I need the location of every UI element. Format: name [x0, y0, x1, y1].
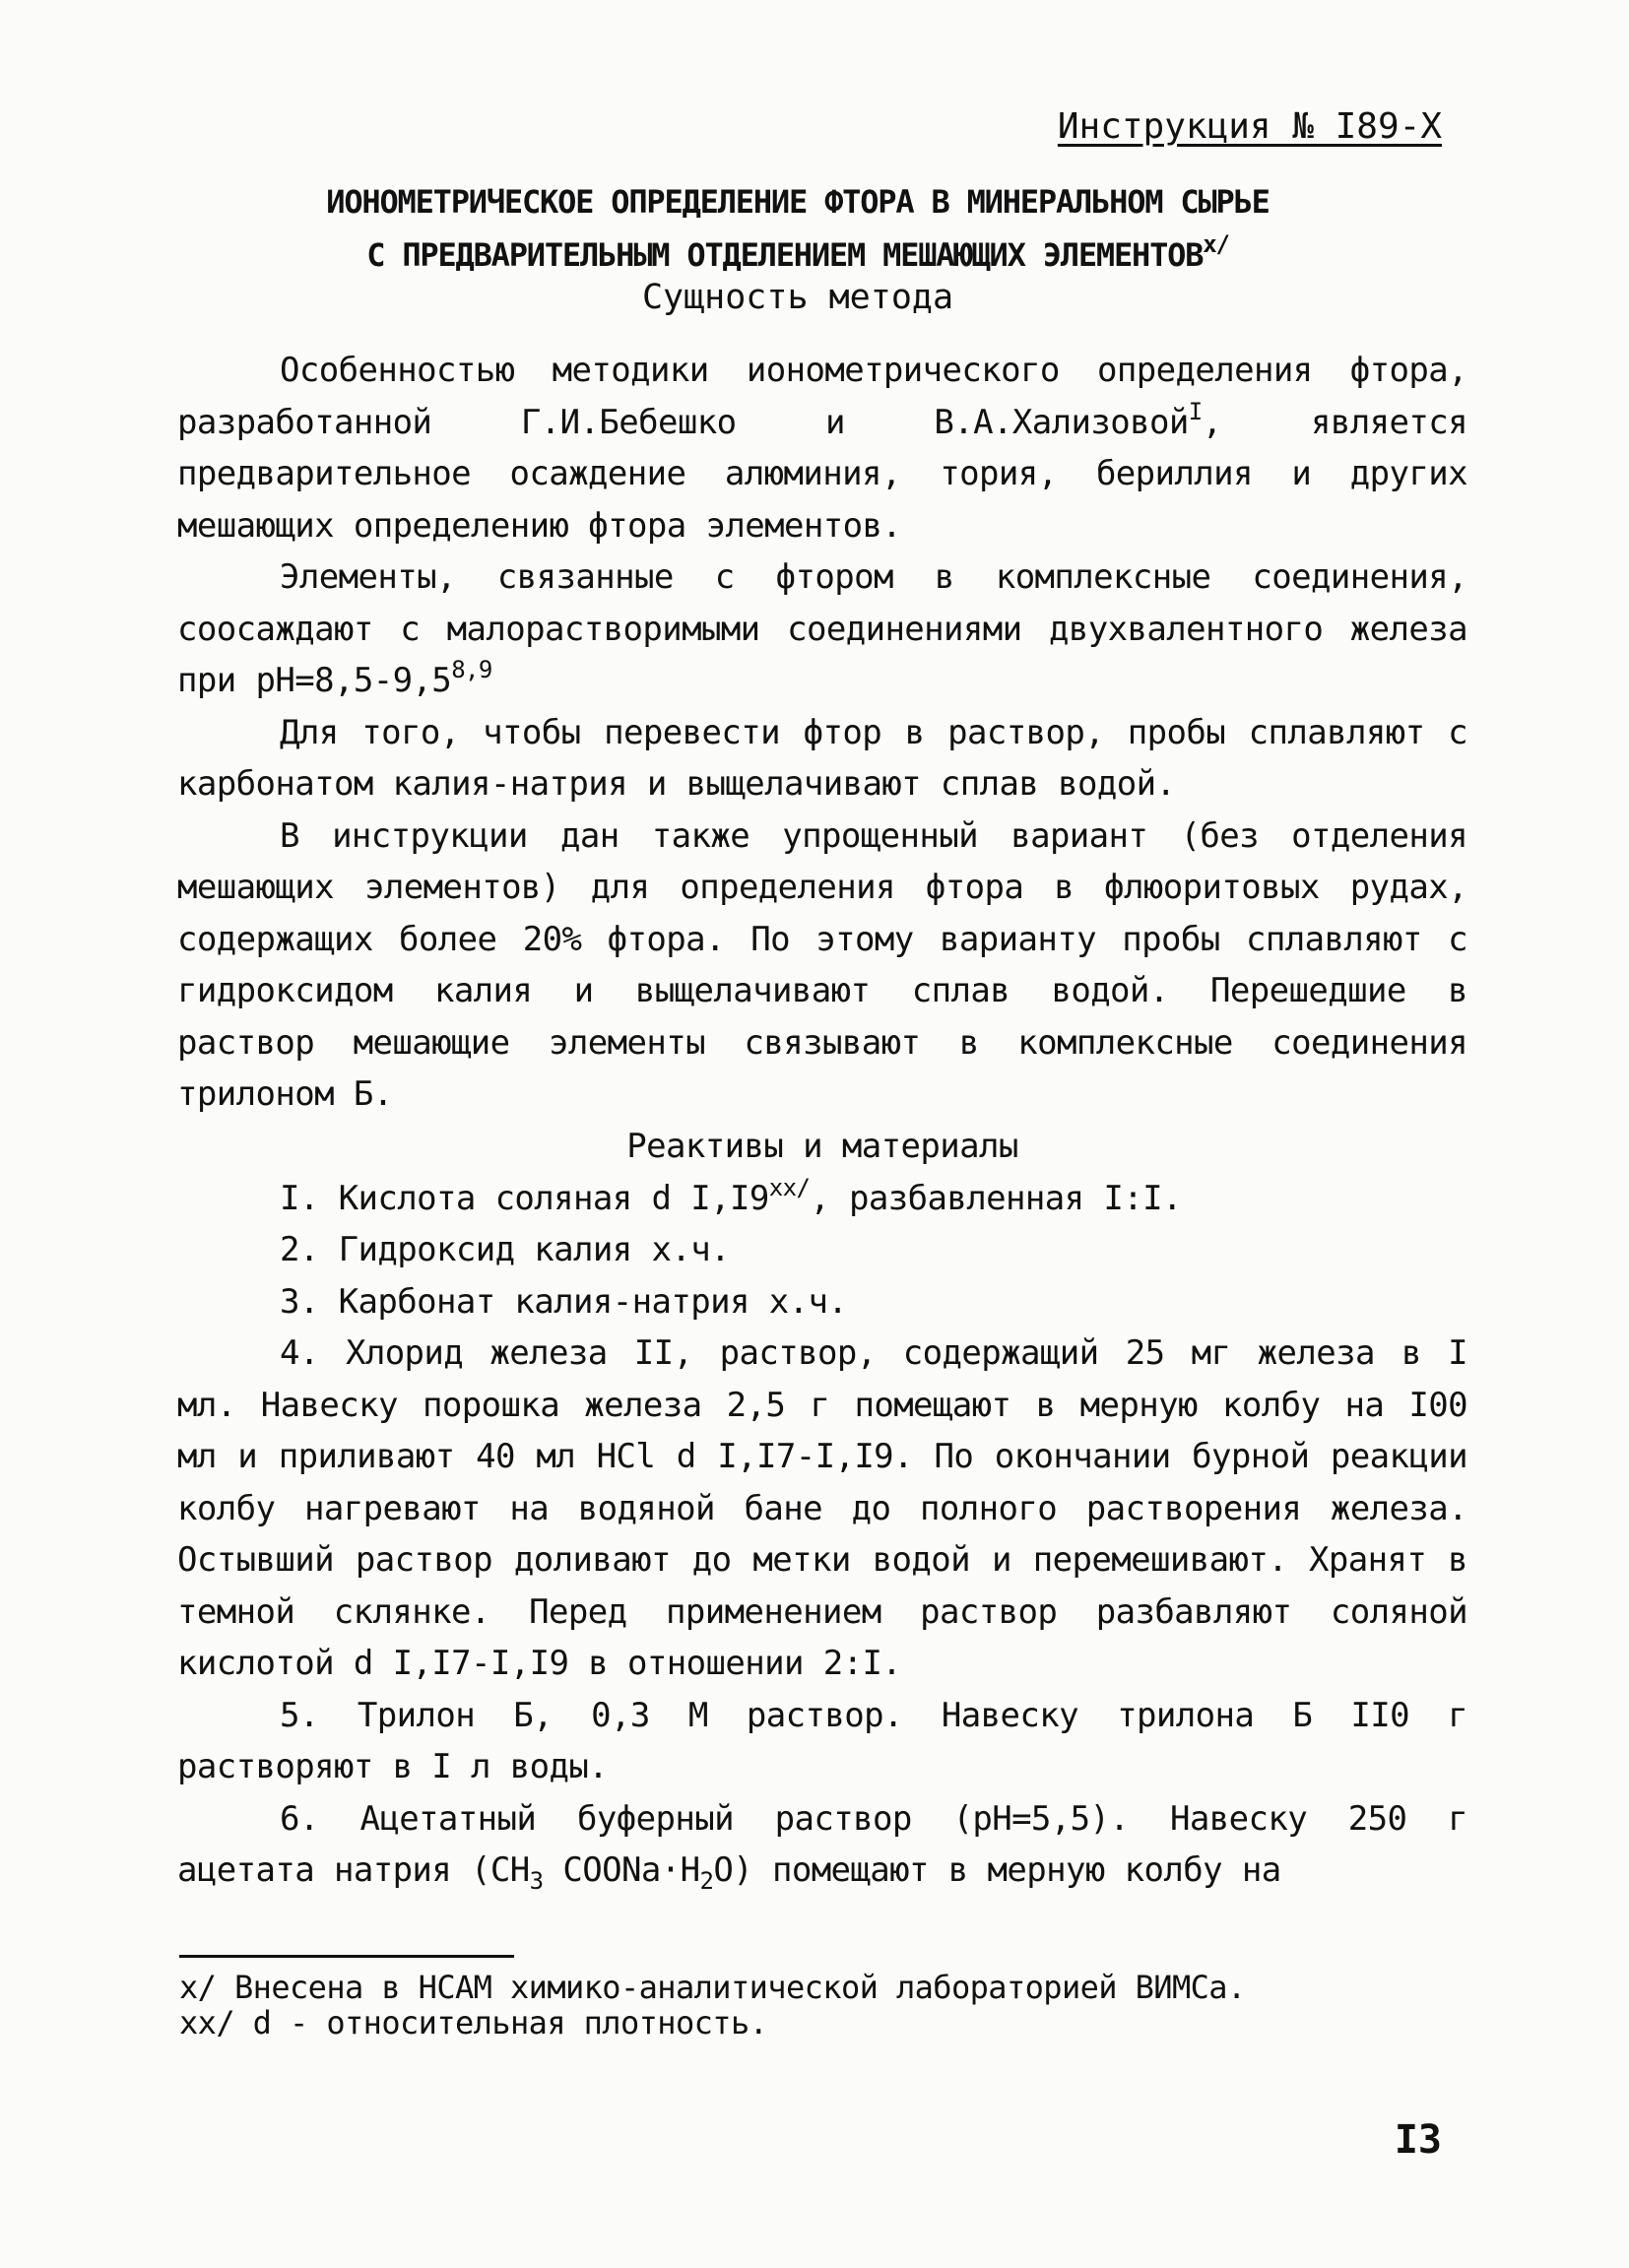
- footnote-divider: [179, 1955, 514, 1958]
- formula-subscript: 3: [529, 1867, 544, 1895]
- reagent-item-6-text: 6. Ацетатный буферный раствор (pH=5,5). Навеску 250 г ацетата натрия (CH: [177, 1798, 1467, 1890]
- reagent-item-5: 5. Трилон Б, 0,3 М раствор. Навеску трилона Б II0 г растворяют в I л воды.: [177, 1695, 1467, 1786]
- reagent-item-6: [177, 1793, 1467, 1897]
- reagent-item-3: 3. Карбонат калия-натрия х.ч.: [280, 1281, 848, 1322]
- reagent-item-1-text: I. Кислота соляная d I,I9: [280, 1178, 769, 1218]
- paragraph-1-text: Особенностью методики ионометрического определения фтора, разработанной Г.И.Бебешко и В.А.Хализовой: [177, 351, 1467, 442]
- reagent-item-4: 4. Хлорид железа II, раствор, содержащий 25 мг железа в I мл. Навеску порошка железа 2,5 г помещают в мерную колбу на I00 мл и приливают 40 мл HCl d I,I7-I,I9. По окончании бурной реакции колбу нагревают на водяной бане до полного растворения железа. Остывший раствор доливают до метки водой и перемешивают. Хранят в темной склянке. Перед применением раствор разбавляют соляной кислотой d I,I7-I,I9 в отношении 2:I.: [177, 1333, 1467, 1683]
- section-heading-reagents: Реактивы и материалы: [626, 1127, 1018, 1166]
- paragraph-4: В инструкции дан также упрощенный вариант (без отделения мешающих элементов) для определения фтора в флюоритовых рудах, содержащих более 20% фтора. По этому варианту пробы сплавляют с гидроксидом калия и выщелачивают сплав водой. Перешедшие в раствор мешающие элементы связывают в комплексные соединения трилоном Б.: [177, 815, 1467, 1114]
- section-heading-essence: Сущность метода: [641, 278, 954, 317]
- instruction-number: Инструкция № I89-X: [1057, 106, 1442, 147]
- document-title: [177, 175, 1418, 282]
- paragraph-1: [177, 345, 1467, 551]
- title-footnote-mark: x/: [1203, 230, 1229, 258]
- reagent-item-2: 2. Гидроксид калия х.ч.: [280, 1230, 731, 1269]
- footnote-2: xx/ d - относительная плотность.: [179, 2004, 768, 2041]
- reagent-item-1: [177, 1173, 1467, 1225]
- footnote-1: x/ Внесена в НСАМ химико-аналитической лабораторией ВИМСа.: [179, 1969, 1246, 2006]
- paragraph-2: [177, 551, 1467, 707]
- reagent-item-1-text-cont: , разбавленная I:I.: [810, 1178, 1182, 1218]
- reference-mark: 8,9: [451, 656, 492, 683]
- reference-mark: I: [1188, 397, 1203, 425]
- reagent-item-6-text-end: O) помещают в мерную колбу на: [713, 1850, 1281, 1890]
- title-line-2-text: С ПРЕДВАРИТЕЛЬНЫМ ОТДЕЛЕНИЕМ МЕШАЮЩИХ ЭЛЕМЕНТОВ: [366, 236, 1204, 274]
- paragraph-1-text-cont: , является предварительное осаждение алюминия, тория, бериллия и других мешающих определению фтора элементов.: [177, 402, 1467, 546]
- paragraph-2-text: Элементы, связанные с фтором в комплексные соединения, соосаждают с малорастворимыми соединениями двухвалентного железа при pH=8,5-9,5: [177, 557, 1467, 700]
- paragraph-3: Для того, чтобы перевести фтор в раствор, пробы сплавляют с карбонатом калия-натрия и выщелачивают сплав водой.: [177, 712, 1467, 804]
- reagent-item-6-text-cont: COONa·H: [543, 1850, 700, 1890]
- footnote-mark: xx/: [768, 1173, 811, 1201]
- section-essence-body: [177, 345, 1467, 1121]
- formula-subscript: 2: [699, 1867, 714, 1895]
- section-reagents-body: [177, 1121, 1467, 1897]
- title-line-1: ИОНОМЕТРИЧЕСКОЕ ОПРЕДЕЛЕНИЕ ФТОРА В МИНЕРАЛЬНОМ СЫРЬЕ: [326, 183, 1270, 221]
- footnotes: [179, 1970, 1246, 2041]
- title-line-2: [177, 228, 1418, 282]
- page-number: I3: [1394, 2117, 1442, 2163]
